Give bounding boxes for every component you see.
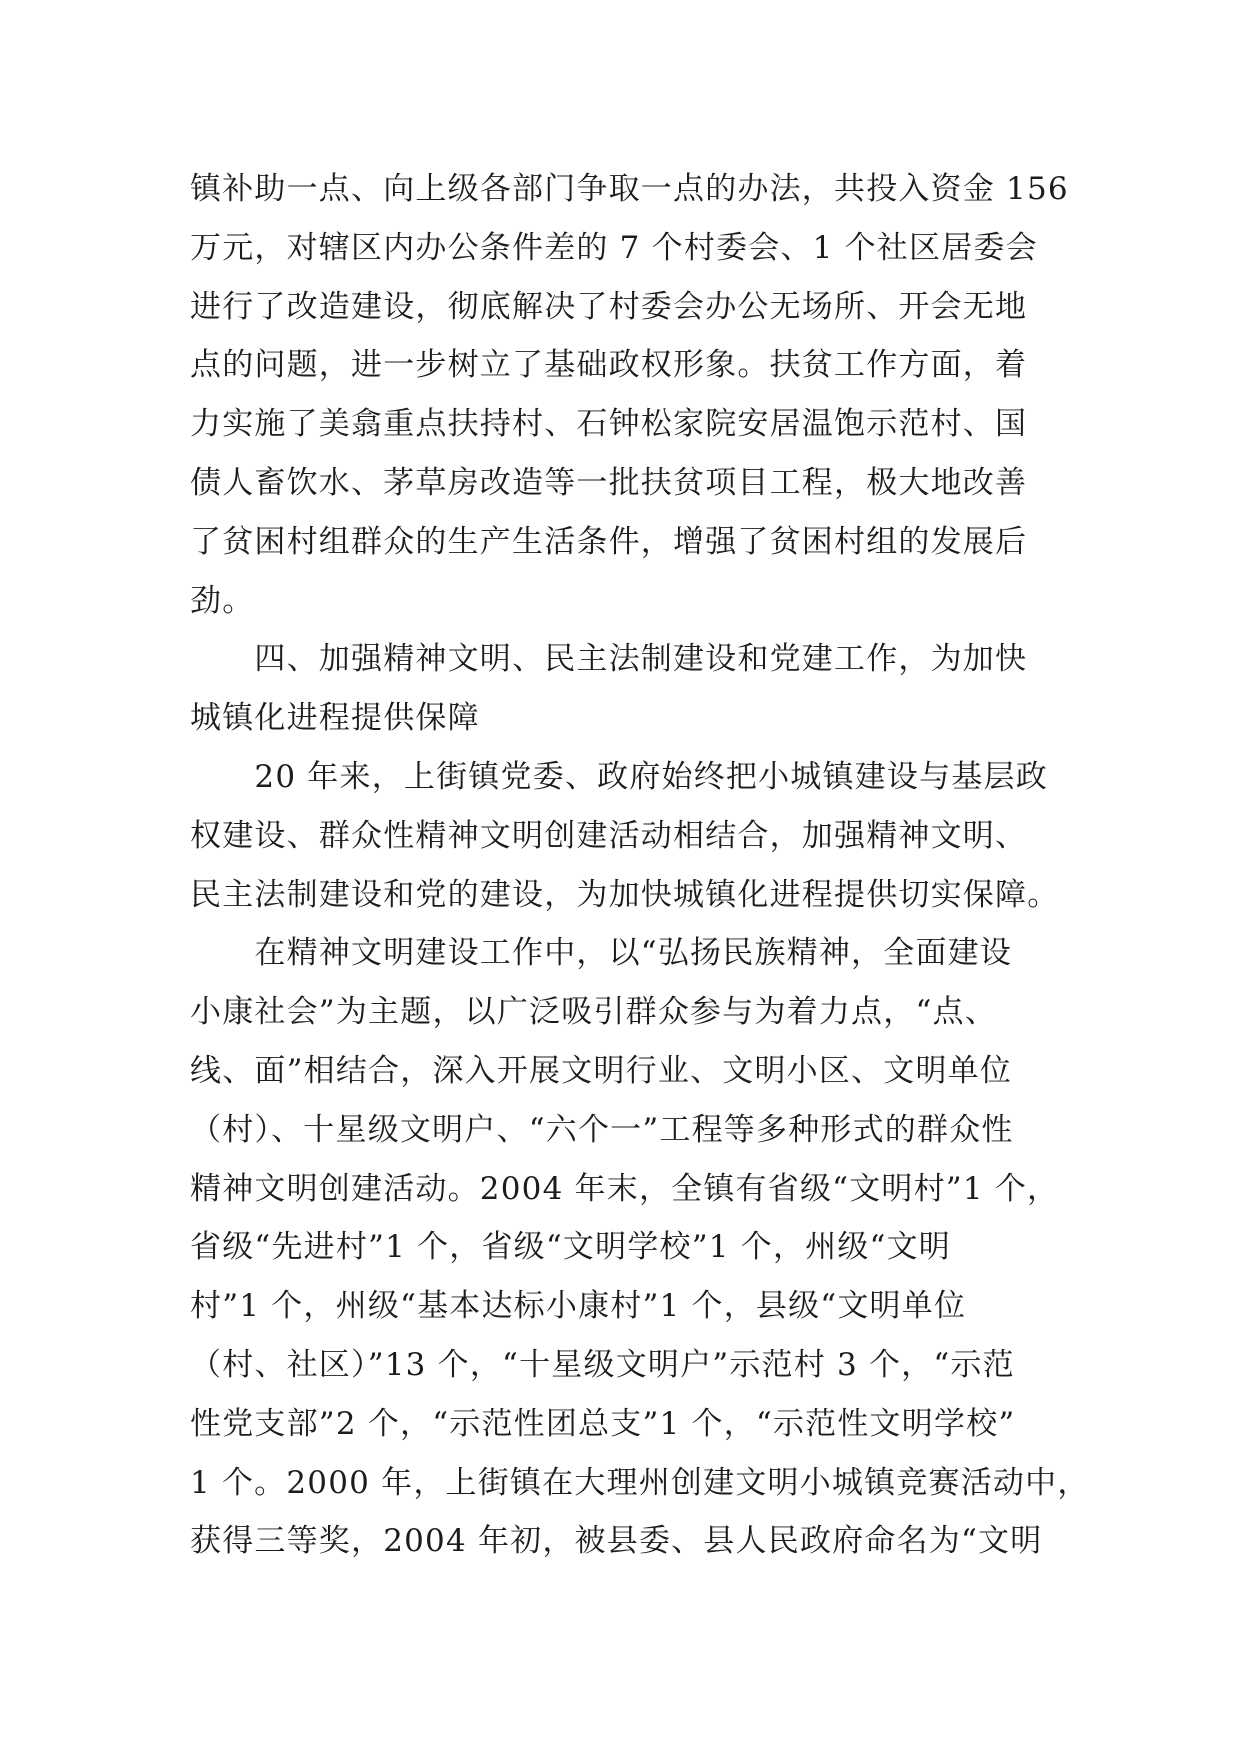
text-line: （村）、十星级文明户、“六个一”工程等多种形式的群众性: [190, 1111, 1014, 1148]
text-line: 获得三等奖，2004 年初，被县委、县人民政府命名为“文明: [190, 1523, 1043, 1560]
text-line: 村”1 个，州级“基本达标小康村”1 个，县级“文明单位: [190, 1288, 967, 1325]
text-line: 1 个。2000 年，上街镇在大理州创建文明小城镇竞赛活动中，: [190, 1464, 1090, 1501]
text-line: 力实施了美翕重点扶持村、石钟松家院安居温饱示范村、国: [190, 406, 1028, 443]
text-line: 债人畜饮水、茅草房改造等一批扶贫项目工程，极大地改善: [190, 464, 1028, 501]
text-line: 权建设、群众性精神文明创建活动相结合，加强精神文明、: [190, 817, 1028, 854]
text-line: 小康社会”为主题，以广泛吸引群众参与为着力点，“点、: [190, 994, 997, 1031]
text-line: 了贫困村组群众的生产生活条件，增强了贫困村组的发展后: [190, 523, 1028, 560]
text-line: 线、面”相结合，深入开展文明行业、文明小区、文明单位: [190, 1052, 1013, 1089]
text-line: 精神文明创建活动。2004 年末，全镇有省级“文明村”1 个，: [190, 1170, 1060, 1207]
text-line: （村、社区）”13 个，“十星级文明户”示范村 3 个，“示范: [190, 1346, 1015, 1383]
section-heading-line: 四、加强精神文明、民主法制建设和党建工作，为加快: [190, 641, 1028, 678]
text-line: 省级“先进村”1 个，省级“文明学校”1 个，州级“文明: [190, 1229, 951, 1266]
body-text: [190, 160, 1090, 1571]
text-line: 在精神文明建设工作中，以“弘扬民族精神，全面建设: [190, 935, 1013, 972]
text-line: 劲。: [190, 582, 255, 619]
text-line: 20 年来，上街镇党委、政府始终把小城镇建设与基层政: [190, 758, 1048, 795]
section-heading-line: 城镇化进程提供保障: [190, 700, 480, 737]
text-line: 进行了改造建设，彻底解决了村委会办公无场所、开会无地: [190, 288, 1028, 325]
text-line: 镇补助一点、向上级各部门争取一点的办法，共投入资金 156: [190, 171, 1069, 207]
text-line: 民主法制建设和党的建设，为加快城镇化进程提供切实保障。: [190, 876, 1060, 913]
text-line: 万元，对辖区内办公条件差的 7 个村委会、1 个社区居委会: [190, 229, 1038, 266]
text-line: 点的问题，进一步树立了基础政权形象。扶贫工作方面，着: [190, 347, 1028, 384]
text-line: 性党支部”2 个，“示范性团总支”1 个，“示范性文明学校”: [190, 1405, 1016, 1442]
